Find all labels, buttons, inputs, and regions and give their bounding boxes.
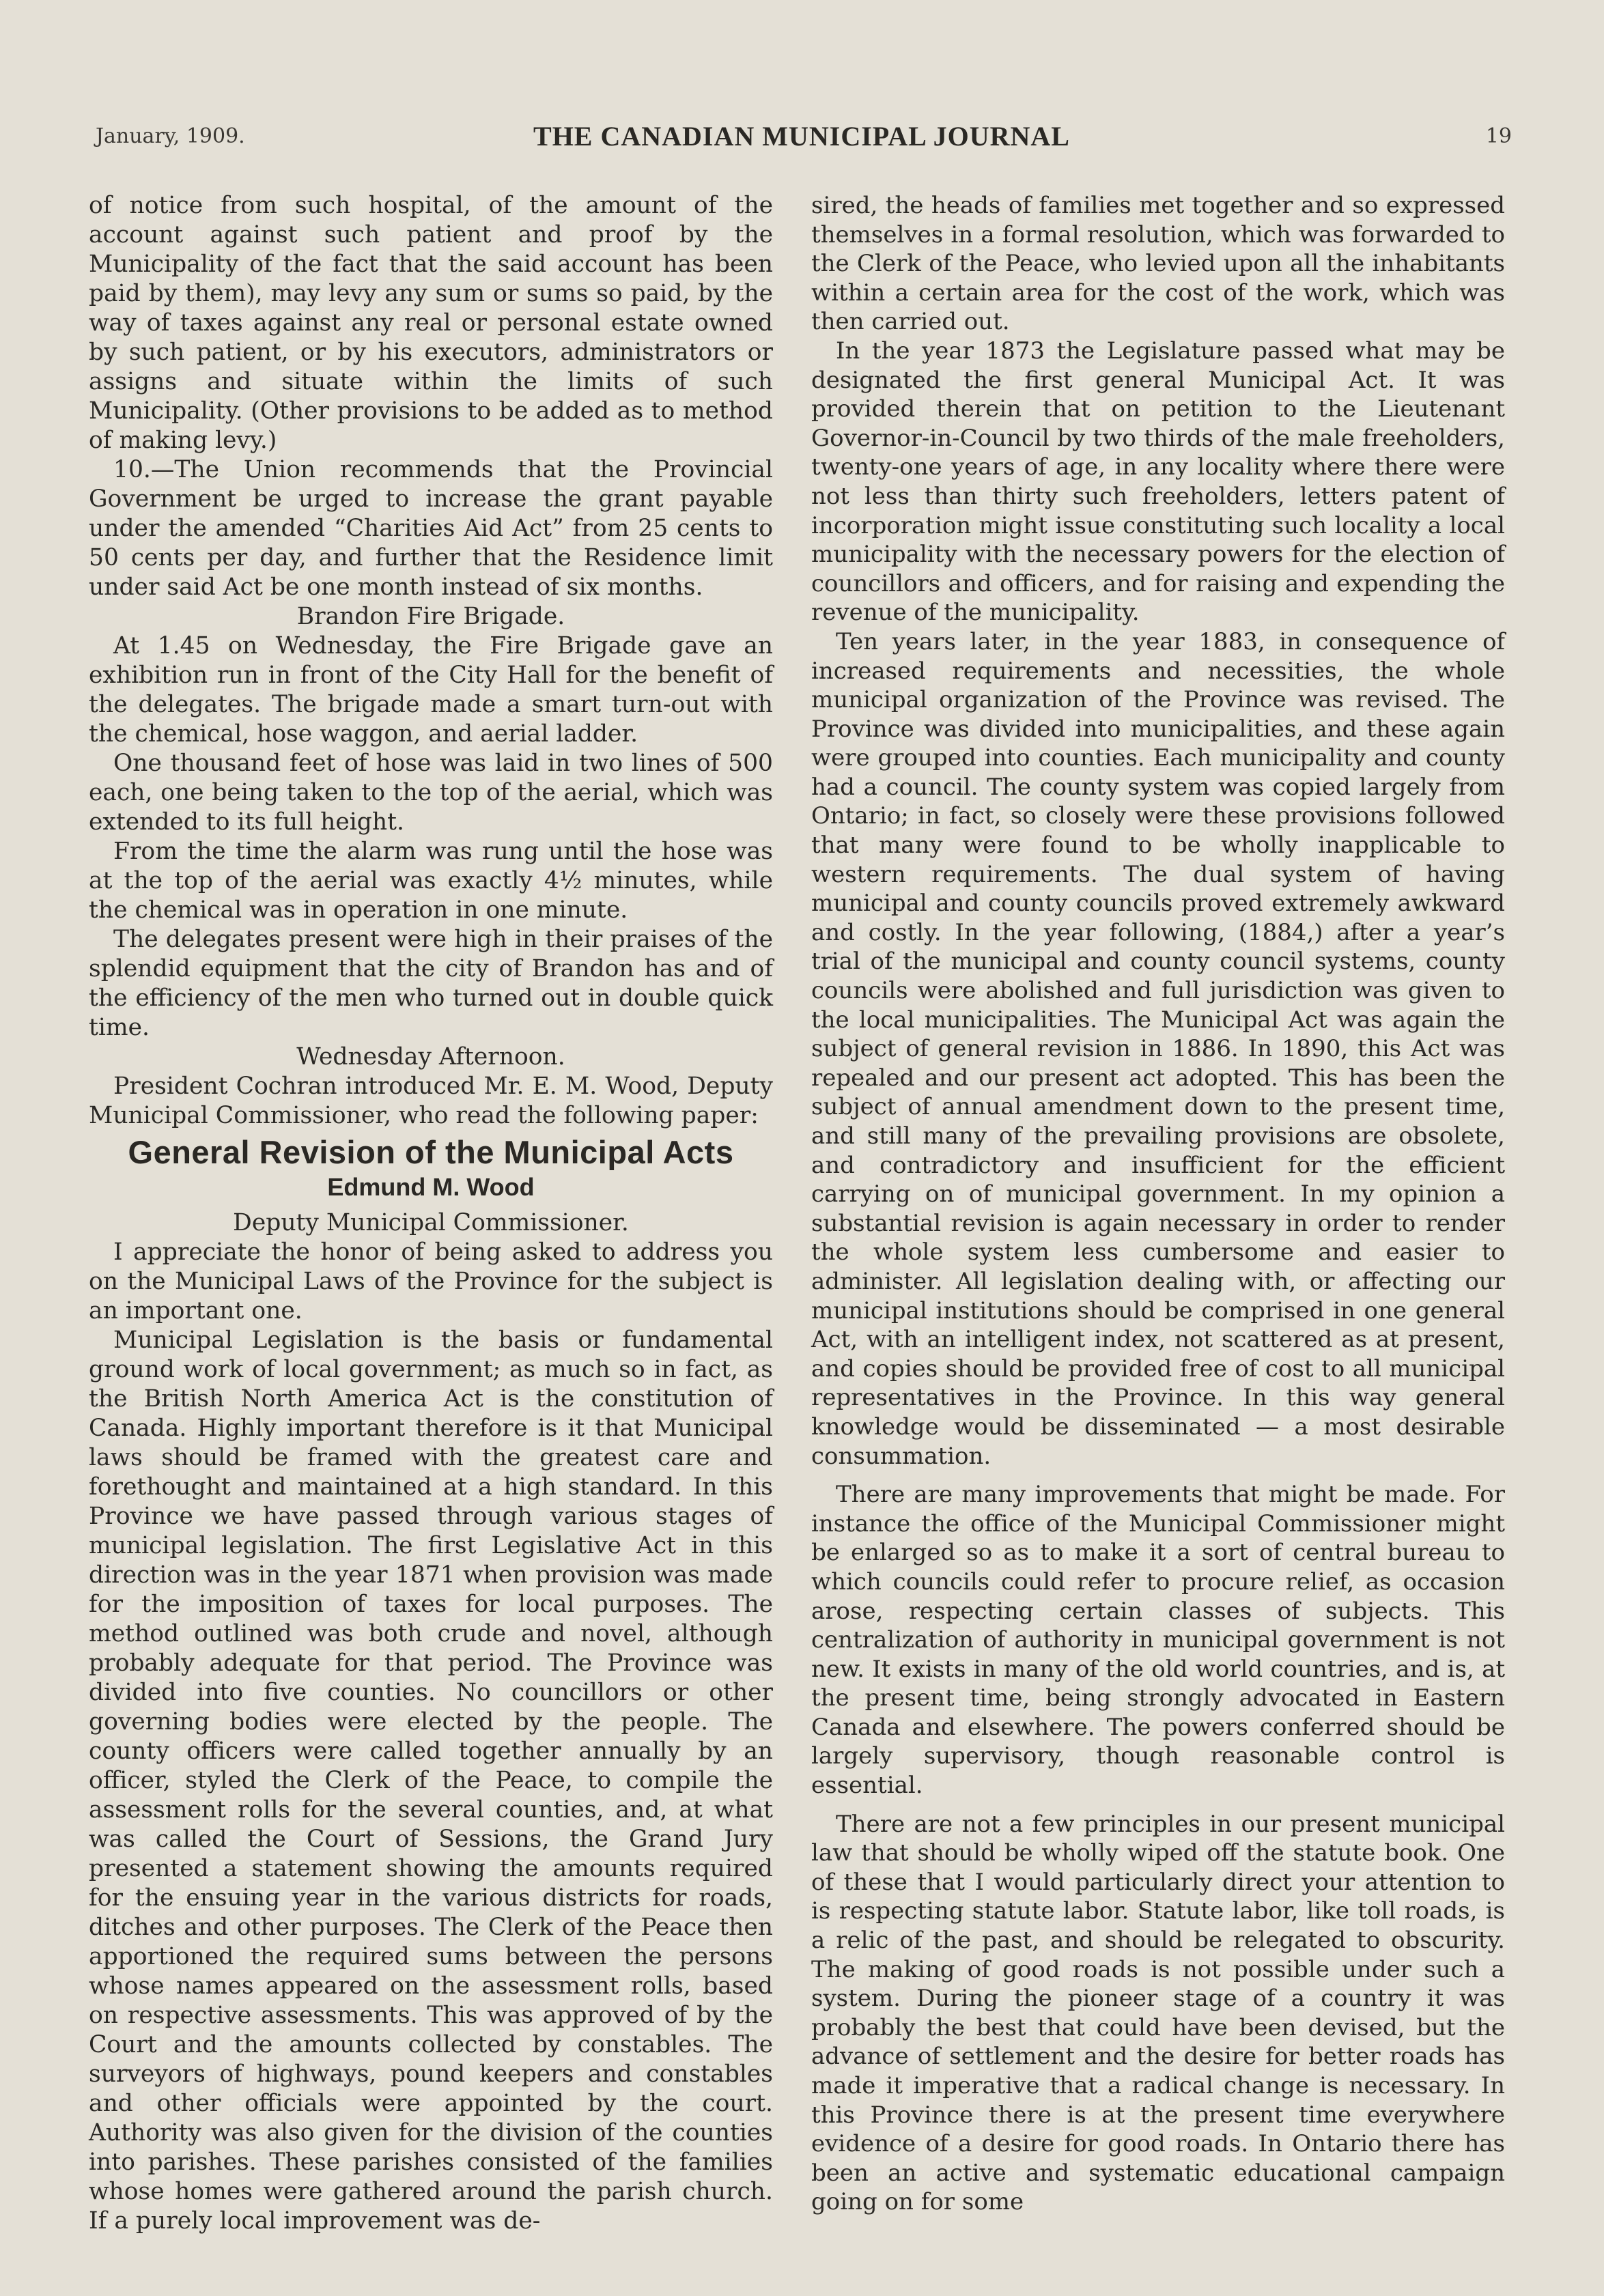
- section-subheading: Wednesday Afternoon.: [296, 1043, 565, 1071]
- journal-title: THE CANADIAN MUNICIPAL JOURNAL: [533, 121, 1070, 152]
- paragraph: I appreciate the honor of being asked to address you on the Municipal Laws of the Province for the subject is an important one.: [89, 1238, 773, 1324]
- paragraph: Municipal Legislation is the basis or fundamental ground work of local government; as much so in fact, as the British North America Act is the constitution of Canada. Highly important therefore is it that Municipal laws should be framed with the greatest care and forethought and maintained at a high standard. In this Province we have passed through various stages of municipal legislation. The first Legislative Act in this direction was in the year 1871 when provision was made for the imposition of taxes for local purposes. The method outlined was both crude and novel, although probably adequate for that period. The Province was divided into five counties. No councillors or other governing bodies were elected by the people. The county officers were called together annually by an officer, styled the Clerk of the Peace, to compile the assessment rolls for the several counties, and, at what was called the Court of Sessions, the Grand Jury presented a statement showing the amounts required for the ensuing year in the various districts for roads, ditches and other purposes. The Clerk of the Peace then apportioned the required sums between the persons whose names appeared on the assessment rolls, based on respective assessments. This was approved of by the Court and the amounts collected by constables. The surveyors of highways, pound keepers and constables and other officials were appointed by the court. Authority was also given for the division of the counties into parishes. These parishes consisted of the families whose homes were gathered around the parish church. If a purely local improvement was de-: [89, 1327, 773, 2235]
- section-subheading: Brandon Fire Brigade.: [296, 603, 565, 630]
- paragraph: From the time the alarm was rung until the hose was at the top of the aerial was exactly 4½ minutes, while the chemical was in operation in one minute.: [89, 838, 773, 924]
- paragraph: The delegates present were high in their praises of the splendid equipment that the city of Brandon has and of the efficiency of the men who turned out in double quick time.: [89, 926, 773, 1041]
- paragraph: At 1.45 on Wednesday, the Fire Brigade gave an exhibition run in front of the City Hall for the benefit of the delegates. The brigade made a smart turn-out with the chemical, hose waggon, and aerial ladder.: [89, 632, 773, 748]
- article-byline: Edmund M. Wood: [327, 1173, 535, 1201]
- page-number: 19: [1485, 124, 1512, 148]
- paragraph: In the year 1873 the Legislature passed what may be designated the first general Municipal Act. It was provided therein that on petition to the Lieutenant Governor-in-Council by two thirds of the male freeholders, twenty-one years of age, in any locality where there were not less than thirty such freeholders, letters patent of incorporation might issue constituting such locality a local municipality with the necessary powers for the election of councillors and officers, and for raising and expending the revenue of the municipality.: [811, 337, 1505, 627]
- left-column: [89, 191, 773, 2236]
- paragraph: There are many improvements that might be made. For instance the office of the Municipal Commissioner might be enlarged so as to make it a sort of central bureau to which councils could refer to procure relief, as occasion arose, respecting certain classes of subjects. This centralization of authority in municipal government is not new. It exists in many of the old world countries, and is, at the present time, being strongly advocated in Eastern Canada and elsewhere. The powers conferred should be largely supervisory, though reasonable control is essential.: [811, 1481, 1505, 1800]
- right-column: [811, 191, 1505, 2217]
- paragraph: One thousand feet of hose was laid in two lines of 500 each, one being taken to the top of the aerial, which was extended to its full height.: [89, 750, 773, 836]
- paragraph: 10.—The Union recommends that the Provincial Government be urged to increase the grant payable under the amended “Charities Aid Act” from 25 cents to 50 cents per day, and further that the Residence limit under said Act be one month instead of six months.: [89, 456, 773, 601]
- running-header: [92, 120, 1512, 161]
- paragraph: President Cochran introduced Mr. E. M. Wood, Deputy Municipal Commissioner, who read the following paper:: [89, 1073, 773, 1129]
- article-title: General Revision of the Municipal Acts: [128, 1134, 734, 1170]
- paragraph: of notice from such hospital, of the amount of the account against such patient and proof by the Municipality of the fact that the said account has been paid by them), may levy any sum or sums so paid, by the way of taxes against any real or personal estate owned by such patient, or by his executors, administrators or assigns and situate within the limits of such Municipality. (Other provisions to be added as to method of making levy.): [89, 192, 773, 454]
- paragraph: sired, the heads of families met together and so expressed themselves in a formal resolution, which was forwarded to the Clerk of the Peace, who levied upon all the inhabitants within a certain area for the cost of the work, which was then carried out.: [811, 192, 1505, 336]
- author-role: Deputy Municipal Commissioner.: [233, 1209, 629, 1236]
- issue-date: January, 1909.: [96, 124, 245, 148]
- paragraph: Ten years later, in the year 1883, in consequence of increased requirements and necessities, the whole municipal organization of the Province was revised. The Province was divided into municipalities, and these again were grouped into counties. Each municipality and county had a council. The county system was copied largely from Ontario; in fact, so closely were these provisions followed that many were found to be wholly inapplicable to western requirements. The dual system of having municipal and county councils proved extremely awkward and costly. In the year following, (1884,) after a year’s trial of the municipal and county council systems, county councils were abolished and full jurisdiction was given to the local municipalities. The Municipal Act was again the subject of general revision in 1886. In 1890, this Act was repealed and our present act adopted. This has been the subject of annual amendment down to the present time, and still many of the prevailing provisions are obsolete, and contradictory and insufficient for the efficient carrying on of municipal government. In my opinion a substantial revision is again necessary in order to render the whole system less cumbersome and easier to administer. All legislation dealing with, or affecting our municipal institutions should be comprised in one general Act, with an intelligent index, not scattered as at present, and copies should be provided free of cost to all municipal representatives in the Province. In this way general knowledge would be disseminated — a most desirable consummation.: [811, 627, 1505, 1470]
- paragraph: There are not a few principles in our present municipal law that should be wholly wiped off the statute book. One of these that I would particularly direct your attention to is respecting statute labor. Statute labor, like toll roads, is a relic of the past, and should be relegated to obscurity. The making of good roads is not possible under such a system. During the pioneer stage of a country it was probably the best that could have been devised, but the advance of settlement and the desire for better roads has made it imperative that a radical change is necessary. In this Province there is at the present time everywhere evidence of a desire for good roads. In Ontario there has been an active and systematic educational campaign going on for some: [811, 1810, 1505, 2216]
